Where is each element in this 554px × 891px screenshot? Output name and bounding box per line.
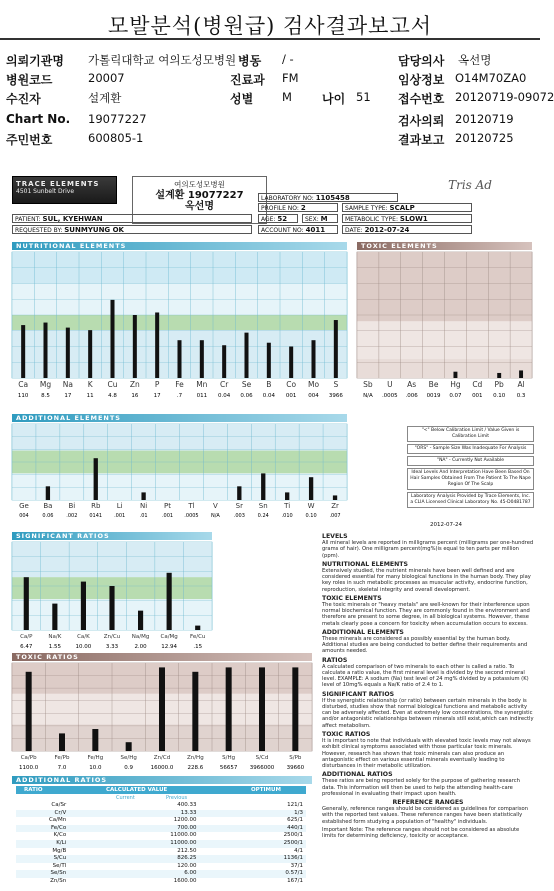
ratio-row <box>16 817 306 825</box>
value-zn-cd: 16000.0 <box>150 765 174 771</box>
bar-cr <box>222 345 226 378</box>
ratio-row <box>16 825 306 833</box>
toxic-ratios-title: TOXIC RATIOS <box>12 653 312 661</box>
bar-cu <box>110 300 114 378</box>
additional-title: ADDITIONAL ELEMENTS <box>12 414 347 422</box>
value-fe: .7 <box>176 393 183 399</box>
additional-ratios-table <box>16 802 306 886</box>
sex-label: 성별 <box>230 92 254 106</box>
toxic-ratios-text: It is important to note that individuals with elevated toxic levels may not always exhibit clinical symptoms associated with those particular toxic minerals. However, research has shown that toxic minerals can also produce an antagonistic effect on various essential minerals eventually leading to disturbances in their metabolic utilization. <box>322 738 531 769</box>
label-fe-cu: Fe/Cu <box>189 634 206 640</box>
additional-ratios-text: These ratios are being reported solely for the purpose of gathering research data. This information will then be used to help the attending health-care professional in evaluating their impact upon health. <box>322 778 520 797</box>
signature: Tris Ad <box>448 178 492 192</box>
ratio-row <box>16 802 306 810</box>
label-na-mg: Na/Mg <box>131 634 150 640</box>
additional-ratios-heading: ADDITIONAL RATIOS <box>322 771 393 779</box>
toxic-ratios-chart <box>12 663 312 773</box>
value-w: 0.10 <box>305 513 317 519</box>
additional-heading: ADDITIONAL ELEMENTS <box>322 628 404 636</box>
label-rb: Rb <box>91 502 101 510</box>
dept-label: 진료과 <box>230 73 265 87</box>
significant-ratios-title: SIGNIFICANT RATIOS <box>12 532 212 540</box>
bar-na <box>66 328 70 378</box>
value-pt: .001 <box>161 513 174 519</box>
label-as: As <box>407 380 417 389</box>
bar-se-hg <box>126 742 132 751</box>
label-s-cd: S/Cd <box>255 755 269 761</box>
rrn-value: 600805-1 <box>88 131 144 145</box>
value-mo: 004 <box>308 393 319 399</box>
value-mg: 8.5 <box>41 393 50 399</box>
label-fe: Fe <box>175 380 184 389</box>
bar-fe-hg <box>92 729 98 751</box>
ward-value: / - <box>282 52 294 66</box>
patient-box: PATIENT: SUL, KYEHWAN <box>12 214 252 223</box>
value-tl: .0005 <box>184 513 199 519</box>
requested-box: REQUESTED BY: SUNMYUNG OK <box>12 225 252 234</box>
bar-ni <box>141 492 145 500</box>
request-label: 검사의뢰 <box>398 114 445 128</box>
hospital-code-label: 병원코드 <box>6 73 53 87</box>
label-w: W <box>307 502 315 510</box>
ratio-cell-v: 400.33 <box>177 802 197 808</box>
clinical-value: O14M70ZA0 <box>455 71 527 85</box>
levels-heading: LEVELS <box>322 533 348 540</box>
ratio-cell-o: 2500/1 <box>283 832 303 839</box>
toxic-heading: TOXIC ELEMENTS <box>322 594 382 602</box>
value-zr: .007 <box>329 513 341 519</box>
bar-k <box>88 330 92 378</box>
ratio-cell-o: 440/1 <box>287 824 303 831</box>
value-s: 3966 <box>328 393 343 399</box>
label-se: Se <box>241 380 252 389</box>
value-na-k: 1.55 <box>48 644 61 650</box>
date-stamp: 2012-07-24 <box>430 522 462 528</box>
nutritional-title: NUTRITIONAL ELEMENTS <box>12 242 347 250</box>
label-mo: Mo <box>307 380 320 389</box>
label-ni: Ni <box>140 502 148 510</box>
label-s-pb: S/Pb <box>289 755 302 761</box>
ratio-cell-v: 826.25 <box>177 855 197 862</box>
label-ge: Ge <box>19 502 29 510</box>
ratio-row <box>16 832 306 840</box>
ratio-cell-v: 6.00 <box>184 870 197 877</box>
value-li: .001 <box>114 513 126 519</box>
label-mg: Mg <box>39 380 52 389</box>
label-cu: Cu <box>107 380 118 389</box>
value-fe-hg: 10.0 <box>89 765 102 771</box>
label-ca-pb: Ca/Pb <box>20 755 37 761</box>
toxic-chart <box>357 252 532 402</box>
account-box: ACCOUNT NO: 4011 <box>258 225 338 234</box>
label-mn: Mn <box>196 380 208 389</box>
bar-pb <box>497 373 501 378</box>
ratio-cell-v: 11000.00 <box>170 832 197 839</box>
sex-box: SEX: M <box>302 214 338 223</box>
bar-ti <box>285 492 289 500</box>
value-na: 17 <box>64 393 72 399</box>
ratio-cell-o: 121/1 <box>287 802 303 808</box>
ratio-row <box>16 878 306 886</box>
label-zn-hg: Zn/Hg <box>186 755 204 761</box>
label-ca: Ca <box>18 380 29 389</box>
value-s-hg: 56657 <box>219 765 238 771</box>
lab-number-box: LABORATORY NO: 1105458 <box>258 193 398 202</box>
label-hg: Hg <box>450 380 461 389</box>
value-al: 0.3 <box>516 393 526 399</box>
metabolic-box: METABOLIC TYPE: SLOW1 <box>342 214 472 223</box>
lab-address: 4501 Sunbelt Drive <box>16 188 75 195</box>
value-as: .006 <box>405 393 418 399</box>
nutritional-chart <box>12 252 347 402</box>
additional-ratios-header: RATIO CALCULATED VALUE OPTIMUM <box>16 786 306 794</box>
ratio-cell-k: Se/Sn <box>50 870 67 877</box>
ratio-cell-v: 700.00 <box>177 824 197 831</box>
nutritional-text: Extensively studied, the nutrient minerals have been well defined and are considered essential for many biological functions in the human body. They play key roles in such metabolic processes as muscular activity, endocrine function, reproduction, skeletal integrity and overall development. <box>322 568 531 593</box>
institution-value: 가톨릭대학교 여의도성모병원 <box>88 53 237 67</box>
value-rb: 0141 <box>89 513 103 519</box>
bar-s <box>334 320 338 378</box>
bar-ba <box>46 486 50 500</box>
label-zn: Zn <box>129 380 140 389</box>
bar-zr <box>333 495 337 500</box>
bar-mn <box>200 340 204 378</box>
label-sr: Sr <box>235 502 243 510</box>
bar-zn-hg <box>192 672 198 751</box>
doctor-value: 옥선명 <box>458 53 492 67</box>
value-ba: 0.06 <box>42 513 54 519</box>
notes-panel <box>407 426 534 510</box>
bar-al <box>519 370 523 378</box>
ratio-cell-k: Fe/Co <box>50 824 67 831</box>
note-lab: Laboratory Analysis Provided by Trace Elements, Inc. a CLIA Licensed Clinical Laboratory No. 45-D0481787 <box>407 492 534 508</box>
value-s-pb: 39660 <box>286 765 305 771</box>
bar-s-cd <box>259 667 265 751</box>
chart-value: 19077227 <box>88 112 147 126</box>
receipt-label: 접수번호 <box>398 92 445 106</box>
patient-info-block <box>0 52 554 152</box>
label-pt: Pt <box>164 502 172 510</box>
bar-s-hg <box>226 667 232 751</box>
reference-heading: REFERENCE RANGES <box>392 798 464 806</box>
value-ca-mg: 12.94 <box>161 644 178 650</box>
ratio-cell-v: 1200.00 <box>173 817 197 824</box>
label-u: U <box>387 380 393 389</box>
label-al: Al <box>517 380 525 389</box>
value-p: 17 <box>153 393 161 399</box>
bar-fe-cu <box>195 626 200 630</box>
ratio-row <box>16 848 306 856</box>
label-na: Na <box>62 380 73 389</box>
value-hg: 0.07 <box>449 393 462 399</box>
additional-chart <box>12 424 347 522</box>
bar-ca-k <box>81 582 86 630</box>
value-ni: .01 <box>139 513 148 519</box>
value-ge: 004 <box>19 513 29 519</box>
bar-zn <box>133 315 137 378</box>
note-ors: "ORS" - Sample Size Was Inadequate For Analysis <box>407 444 534 454</box>
ratio-cell-o: 625/1 <box>287 817 303 824</box>
ratio-row <box>16 870 306 878</box>
value-b: 0.04 <box>262 393 275 399</box>
value-fe-cu: .15 <box>193 644 203 650</box>
lab-logo <box>12 176 117 204</box>
bar-ca-pb <box>26 672 32 751</box>
ratio-row <box>16 855 306 863</box>
sig-svg-band-0 <box>12 542 212 577</box>
label-ca-mg: Ca/Mg <box>160 634 178 640</box>
clinical-label: 임상정보 <box>398 73 445 87</box>
value-ca-k: 10.00 <box>75 644 92 650</box>
value-sb: N/A <box>363 393 373 399</box>
note-na: "NA" - Currently Not Available <box>407 456 534 466</box>
label-ca-k: Ca/K <box>77 634 90 640</box>
stamp-hospital: 여의도성모병원 <box>174 180 225 189</box>
label-sn: Sn <box>258 502 268 510</box>
label-na-k: Na/K <box>48 634 62 640</box>
ratio-cell-o: 2500/1 <box>283 839 303 846</box>
label-sb: Sb <box>363 380 373 389</box>
stamp-patient: 설계환 19077227 <box>155 190 244 201</box>
ratio-cell-k: K/Co <box>53 832 67 839</box>
ratio-cell-o: 4/1 <box>294 847 303 854</box>
value-u: .0005 <box>381 393 398 399</box>
label-ca-p: Ca/P <box>20 634 33 640</box>
label-tl: Tl <box>188 502 195 510</box>
value-fe-pb: 7.0 <box>57 765 67 771</box>
value-ca-pb: 1100.0 <box>19 765 39 771</box>
age-label: 나이 <box>322 92 346 106</box>
label-s-hg: S/Hg <box>222 755 236 761</box>
value-na-mg: 2.00 <box>134 644 147 650</box>
lab-report: TRACE ELEMENTS 4501 Sunbelt Drive 여의도성모병원 설계환 19077227 옥선명 Tris Ad LABORATORY NO: 1105458 PROFILE NO: 2 SAMPLE TYPE: SCALP PATIENT: SUL, KYEHWAN AGE: 52 SEX: M METABOLIC TYPE: SLOW1 REQUESTED BY: SUNMYUNG OK ACCOUNT NO: 4011 DATE: 2012-07-24 NUTRITIONAL ELEMENTS Ca 110 Mg 8.5 Na 17 K 11 Cu 4.8 Zn 16 P 17 Fe .7 Mn 011 Cr 0.04 Se 0.06 B 0.04 Co 001 Mo 004 S 3966 TOXIC ELEMENTS Sb N/A U .0005 As .006 Be 0019 Hg 0.07 Cd 001 Pb 0.10 Al 0.3 ADDITIONAL ELEMENTS Ge 004 Ba 0.06 Bi .002 Rb 0141 Li .001 Ni .01 Pt .001 Tl .0005 V N/A Sr .003 Sn 0.24 Ti .010 W 0.10 Zr .007 "<" Below Calibration Limit / Value Given is Calibration Limit "ORS" - Sample Size Was Inadequate For Analysis "NA" - Currently Not Available Ideal Levels And Interpretation Have Been Based On Hair Samples Obtained From The Patient To The Nape Region Of The Scalp Laboratory Analysis Provided by Trace Elements, Inc. a CLIA Licensed Clinical Laboratory No. 45-D0481787 2012-07-24 SIGNIFICANT RATIOS Ca/P 6.47 Na/K 1.55 Ca/K 10.00 Zn/Cu 3.33 Na/Mg 2.00 Ca/Mg 12.94 Fe/Cu .15 TOXIC RATIOS Ca/Pb 1100.0 Fe/Pb 7.0 Fe/Hg 10.0 Se/Hg 0.9 Zn/Cd 16000.0 Zn/Hg 228.6 S/Hg 56657 S/Cd 3966000 S/Pb 39660 ADDITIONAL RATIOS RATIO CALCULATED VALUE OPTIMUM Current Previous Ca/Sr 400.33 121/1 Cr/V 13.33 1/3 Ca/Mn 1200.00 625/1 Fe/Co 700.00 440/1 K/Co 11000.00 2500/1 K/Li 11000.00 2500/1 Mg/B 212.50 4/1 S/Cu 826.25 1136/1 Se/Tl 120.00 37/1 Se/Sn 6.00 0.57/1 Zn/Sn 1600.00 167/1 LEVELS All mineral levels are reported in milligrams percent (milligrams per one-hundred grams of hair). One milligram percent(mg%)is equal to ten parts per million (ppm). NUTRITIONAL ELEMENTS Extensively studied, the nutrient minerals have been well defined and are considered essential for many biological functions in the human body. They play key roles in such metabolic processes as muscular activity, endocrine function, reproduction, skeletal integrity and overall development. TOXIC ELEMENTS The toxic minerals or "heavy metals" are well-known for their interference upon normal biochemical function. They are commonly found in the environment and therefore are present to some degree, in all biological systems. However, these metals clearly pose a concern for toxicity when accumulation occurs to excess. ADDITIONAL ELEMENTS These minerals are considered as possibly essential by the human body. Additional studies are being conducted to better define their requirements and amounts needed. RATIOS A calculated comparison of two minerals to each other is called a ratio. To calculate a ratio value, the first mineral level is divided by the second mineral level. EXAMPLE: A sodium (Na) test level of 24 mg% divided by a potassium (K) level of 10mg% equals a Na/K ratio of 2.4 to 1. SIGNIFICANT RATIOS If the synergistic relationship (or ratio) between certain minerals in the body is disturbed, studies show that normal biological functions and metabolic activity can be adversely affected. Even at extremely low concentrations, the synergistic and/or antagonistic relationships between minerals still exist,which can indirectly affect metabolism. TOXIC RATIOS It is important to note that individuals with elevated toxic levels may not always exhibit clinical symptoms associated with those particular toxic minerals. However, research has shown that toxic minerals can also produce an antagonistic effect on various essential minerals eventually leading to disturbances in their metabolic utilization. ADDITIONAL RATIOS These ratios are being reported solely for the purpose of gathering research data. This information will then be used to help the attending health-care professional in evaluating their impact upon health. REFERENCE RANGES Generally, reference ranges should be considered as guidelines for comparison with the reported test values. These reference ranges have been statistically established form studying a population of "healthy" individuals. Important Note: The reference ranges should not be considered as absolute limits for determining deficiency, toxicity or acceptance. <box>12 176 532 886</box>
value-zn-cu: 3.33 <box>105 644 119 650</box>
hospital-code-value: 20007 <box>88 71 125 85</box>
value-v: N/A <box>210 513 220 519</box>
ratio-cell-v: 212.50 <box>177 847 197 854</box>
ratios-text: A calculated comparison of two minerals to each other is called a ratio. To calculate a ratio value, the first mineral level is divided by the second mineral level. EXAMPLE: A sodium (Na) test level of 24 mg% divided by a potassium (K) level of 10mg% equals a Na/K ratio of 2.4 to 1. <box>322 663 529 689</box>
nutritional-heading: NUTRITIONAL ELEMENTS <box>322 560 408 568</box>
value-zn: 16 <box>131 393 139 399</box>
value-zn-hg: 228.6 <box>187 765 204 771</box>
value-sr: .003 <box>233 513 245 519</box>
value-mn: 011 <box>196 393 208 399</box>
significant-text: If the synergistic relationship (or ratio) between certain minerals in the body is disturbed, studies show that normal biological functions and metabolic activity can be adversely affected. Even at extremely low concentrations, the synergistic and/or antagonistic relationships between minerals still exist,which can indirectly affect metabolism. <box>322 697 534 729</box>
value-be: 0019 <box>426 393 441 399</box>
note-ideal: Ideal Levels And Interpretation Have Been Based On Hair Samples Obtained From The Patient To The Nape Region Of The Scalp <box>407 468 534 490</box>
important-note: Important Note: The reference ranges should not be considered as absolute limits for determining deficiency, toxicity or acceptance. <box>322 826 520 839</box>
label-se-hg: Se/Hg <box>120 755 137 761</box>
bar-b <box>267 343 271 378</box>
ratio-row <box>16 863 306 871</box>
label-zn-cu: Zn/Cu <box>103 634 121 640</box>
label-p: P <box>154 380 160 389</box>
ward-label: 병동 <box>238 54 262 68</box>
label-fe-pb: Fe/Pb <box>54 755 70 761</box>
label-ti: Ti <box>284 502 291 510</box>
bar-co <box>289 347 293 379</box>
ratio-cell-k: S/Cu <box>53 855 67 862</box>
age-box: AGE: 52 <box>258 214 298 223</box>
ratio-cell-v: 13.33 <box>180 809 197 816</box>
label-k: K <box>87 380 93 389</box>
ratio-cell-o: 1/3 <box>294 809 303 816</box>
patient-label: 수진자 <box>6 92 41 106</box>
value-cr: 0.04 <box>218 393 231 399</box>
bar-w <box>309 477 313 500</box>
stamp-doctor: 옥선명 <box>185 201 214 212</box>
rrn-label: 주민번호 <box>6 133 53 147</box>
bar-fe <box>177 340 181 378</box>
label-fe-hg: Fe/Hg <box>87 755 104 761</box>
bar-sn <box>261 473 265 500</box>
toxic-ratios-heading: TOXIC RATIOS <box>322 730 371 738</box>
value-s-cd: 3966000 <box>249 765 275 771</box>
toxic-text: The toxic minerals or "heavy metals" are well-known for their interference upon normal biochemical function. They are commonly found in the environment and therefore are present to some degree, in all biological systems. However, these metals clearly pose a concern for toxicity when accumulation occurs to excess. <box>322 602 530 627</box>
bar-se <box>244 333 248 378</box>
report-date-value: 20120725 <box>455 131 514 145</box>
label-zr: Zr <box>331 502 339 510</box>
title-rule <box>0 38 540 40</box>
report-date-label: 결과보고 <box>398 133 445 147</box>
bar-s-pb <box>292 667 298 751</box>
age-value: 51 <box>356 90 371 104</box>
ratio-cell-k: Se/Tl <box>52 862 67 869</box>
value-se: 0.06 <box>240 393 253 399</box>
label-co: Co <box>286 380 297 389</box>
ratio-cell-v: 11000.00 <box>170 839 197 846</box>
dept-value: FM <box>282 71 299 85</box>
nut-svg-band-2 <box>12 315 347 330</box>
bar-zn-cu <box>109 586 114 630</box>
note-calibration: "<" Below Calibration Limit / Value Given is Calibration Limit <box>407 426 534 442</box>
bar-rb <box>94 458 98 500</box>
bar-sr <box>237 486 241 500</box>
ratio-row <box>16 840 306 848</box>
label-be: Be <box>428 380 439 389</box>
significant-ratios-chart <box>12 542 212 652</box>
label-li: Li <box>116 502 123 510</box>
levels-text: All mineral levels are reported in milligrams percent (milligrams per one-hundred grams of hair). One milligram percent(mg%)is equal to ten parts per million (ppm). <box>322 540 534 559</box>
chart-label: Chart No. <box>6 112 71 126</box>
page-title: 모발분석(병원급) 검사결과보고서 <box>107 14 433 38</box>
ratio-cell-k: K/Li <box>56 839 67 846</box>
ratio-cell-o: 0.57/1 <box>285 870 303 877</box>
toxic-title: TOXIC ELEMENTS <box>357 242 532 250</box>
institution-label: 의뢰기관명 <box>6 54 64 68</box>
label-cd: Cd <box>472 380 483 389</box>
bar-mg <box>43 323 47 378</box>
label-s: S <box>333 380 339 389</box>
sex-value: M <box>282 90 292 104</box>
bar-ca <box>21 325 25 378</box>
label-bi: Bi <box>68 502 76 510</box>
label-ba: Ba <box>43 502 53 510</box>
ratio-cell-o: 167/1 <box>287 877 303 884</box>
value-co: 001 <box>285 393 297 399</box>
bar-na-k <box>52 604 57 630</box>
lab-name: TRACE ELEMENTS <box>16 180 100 188</box>
value-sn: 0.24 <box>257 513 269 519</box>
reference-text: Generally, reference ranges should be considered as guidelines for comparison with the reported test values. These reference ranges have been statistically established form studying a population of "healthy" individuals. <box>322 806 528 825</box>
bar-hg <box>453 372 457 378</box>
ratio-cell-k: Cr/V <box>54 809 67 816</box>
ratio-cell-k: Ca/Mn <box>48 817 67 824</box>
value-pb: 0.10 <box>493 393 506 399</box>
bar-ca-mg <box>167 573 172 630</box>
explanation-column <box>322 531 534 886</box>
ratio-cell-v: 120.00 <box>177 862 197 869</box>
value-ca: 110 <box>17 393 29 399</box>
ratio-cell-k: Zn/Sn <box>50 877 67 884</box>
bar-zn-cd <box>159 667 165 751</box>
ratio-cell-k: Mg/B <box>52 847 67 854</box>
bar-na-mg <box>138 611 143 630</box>
bar-ca-p <box>24 577 29 630</box>
label-pb: Pb <box>494 380 504 389</box>
value-bi: .002 <box>66 513 78 519</box>
value-ti: .010 <box>281 513 293 519</box>
value-cd: 001 <box>472 393 483 399</box>
request-value: 20120719 <box>455 112 514 126</box>
label-cr: Cr <box>220 380 229 389</box>
ratio-row <box>16 810 306 818</box>
receipt-value: 20120719-09072 <box>455 90 554 104</box>
patient-value: 설계환 <box>88 91 122 105</box>
ratio-cell-k: Ca/Sr <box>51 802 67 808</box>
doctor-label: 담당의사 <box>398 54 445 68</box>
bar-fe-pb <box>59 733 65 751</box>
bar-mo <box>311 340 315 378</box>
bar-p <box>155 312 159 378</box>
date-box: DATE: 2012-07-24 <box>342 225 472 234</box>
additional-text: These minerals are considered as possibly essential by the human body. Additional studies are being conducted to better define their requirements and amounts needed. <box>322 636 528 655</box>
value-ca-p: 6.47 <box>20 644 33 650</box>
sample-box: SAMPLE TYPE: SCALP <box>342 203 472 212</box>
additional-ratios-title: ADDITIONAL RATIOS <box>12 776 312 784</box>
label-v: V <box>212 502 218 510</box>
significant-heading: SIGNIFICANT RATIOS <box>322 690 395 698</box>
ratios-heading: RATIOS <box>322 656 348 664</box>
ratio-cell-v: 1600.00 <box>173 877 197 884</box>
ratio-cell-o: 37/1 <box>290 862 303 869</box>
value-k: 11 <box>86 393 94 399</box>
label-zn-cd: Zn/Cd <box>153 755 171 761</box>
value-cu: 4.8 <box>108 393 117 399</box>
value-se-hg: 0.9 <box>124 765 134 771</box>
profile-box: PROFILE NO: 2 <box>258 203 338 212</box>
label-b: B <box>266 380 272 389</box>
ratio-cell-o: 1136/1 <box>283 855 303 862</box>
